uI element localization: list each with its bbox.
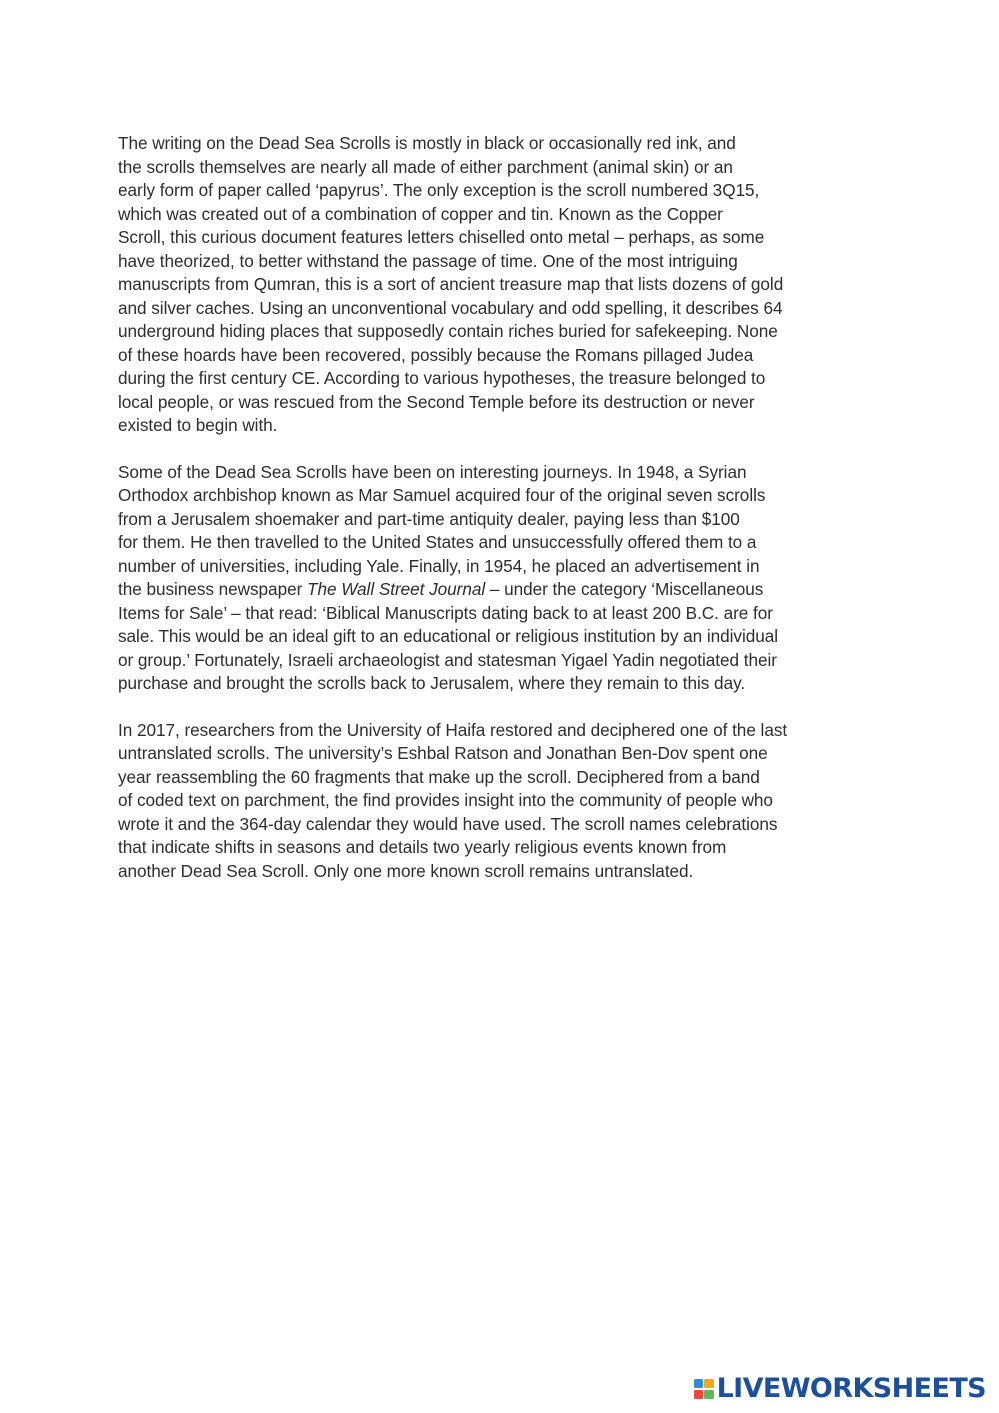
logo-text: LIVEWORKSHEETS: [716, 1373, 986, 1404]
text-line: of these hoards have been recovered, possibly because the Romans pillaged Judea: [118, 344, 754, 365]
text-line: have theorized, to better withstand the passage of time. One of the most intriguing: [118, 250, 738, 271]
text-line: and silver caches. Using an unconventional vocabulary and odd spelling, it describes 64: [118, 297, 783, 318]
text-line: for them. He then travelled to the United States and unsuccessfully offered them to a: [118, 532, 757, 552]
text-line: another Dead Sea Scroll. Only one more known scroll remains untranslated.: [118, 860, 694, 881]
logo-square: [694, 1379, 703, 1388]
text-fragment: the business newspaper: [118, 579, 307, 599]
liveworksheets-grid-icon: [694, 1379, 714, 1399]
paragraph-copper-scroll: [118, 132, 908, 438]
text-line: number of universities, including Yale. Finally, in 1954, he placed an advertisement in: [118, 555, 760, 576]
text-line: Scroll, this curious document features letters chiselled onto metal – perhaps, as some: [118, 227, 765, 247]
text-line: Orthodox archbishop known as Mar Samuel acquired four of the original seven scrolls: [118, 485, 766, 505]
text-fragment: – under the category ‘Miscellaneous: [485, 579, 764, 599]
text-line: from a Jerusalem shoemaker and part-time antiquity dealer, paying less than $100: [118, 508, 740, 529]
text-line: of coded text on parchment, the find provides insight into the community of people who: [118, 790, 773, 810]
logo-square: [704, 1390, 713, 1399]
text-line: wrote it and the 364-day calendar they would have used. The scroll names celebrations: [118, 813, 778, 834]
text-line: during the first century CE. According to various hypotheses, the treasure belonged to: [118, 368, 766, 388]
text-line: manuscripts from Qumran, this is a sort of ancient treasure map that lists dozens of gold: [118, 274, 784, 294]
text-line: year reassembling the 60 fragments that make up the scroll. Deciphered from a band: [118, 766, 760, 787]
text-line: local people, or was rescued from the Second Temple before its destruction or never: [118, 391, 755, 412]
liveworksheets-logo[interactable]: [694, 1374, 986, 1404]
logo-square: [694, 1390, 703, 1399]
text-line: which was created out of a combination of copper and tin. Known as the Copper: [118, 203, 723, 224]
text-line: The writing on the Dead Sea Scrolls is mostly in black or occasionally red ink, and: [118, 133, 736, 153]
paragraph-scroll-journeys: [118, 461, 908, 696]
newspaper-title: The Wall Street Journal: [307, 579, 486, 599]
text-line: that indicate shifts in seasons and details two yearly religious events known from: [118, 837, 727, 857]
text-line: underground hiding places that supposedly contain riches buried for safekeeping. None: [118, 321, 778, 341]
text-line: untranslated scrolls. The university’s Eshbal Ratson and Jonathan Ben-Dov spent one: [118, 743, 768, 763]
text-line: Items for Sale’ – that read: ‘Biblical Manuscripts dating back to at least 200 B.C. are for: [118, 602, 773, 623]
text-line: sale. This would be an ideal gift to an educational or religious institution by an individual: [118, 626, 779, 646]
text-line: existed to begin with.: [118, 415, 278, 435]
article-body: [118, 132, 908, 906]
paragraph-haifa-research: [118, 719, 908, 884]
text-line: early form of paper called ‘papyrus’. The only exception is the scroll numbered 3Q15,: [118, 180, 760, 200]
text-line: In 2017, researchers from the University of Haifa restored and deciphered one of the last: [118, 719, 788, 740]
text-line: Some of the Dead Sea Scrolls have been on interesting journeys. In 1948, a Syrian: [118, 461, 747, 482]
text-line: purchase and brought the scrolls back to Jerusalem, where they remain to this day.: [118, 673, 746, 693]
logo-square: [704, 1379, 713, 1388]
text-line: or group.’ Fortunately, Israeli archaeologist and statesman Yigael Yadin negotiated their: [118, 649, 777, 670]
text-line: [118, 578, 908, 602]
text-line: the scrolls themselves are nearly all made of either parchment (animal skin) or an: [118, 156, 733, 177]
